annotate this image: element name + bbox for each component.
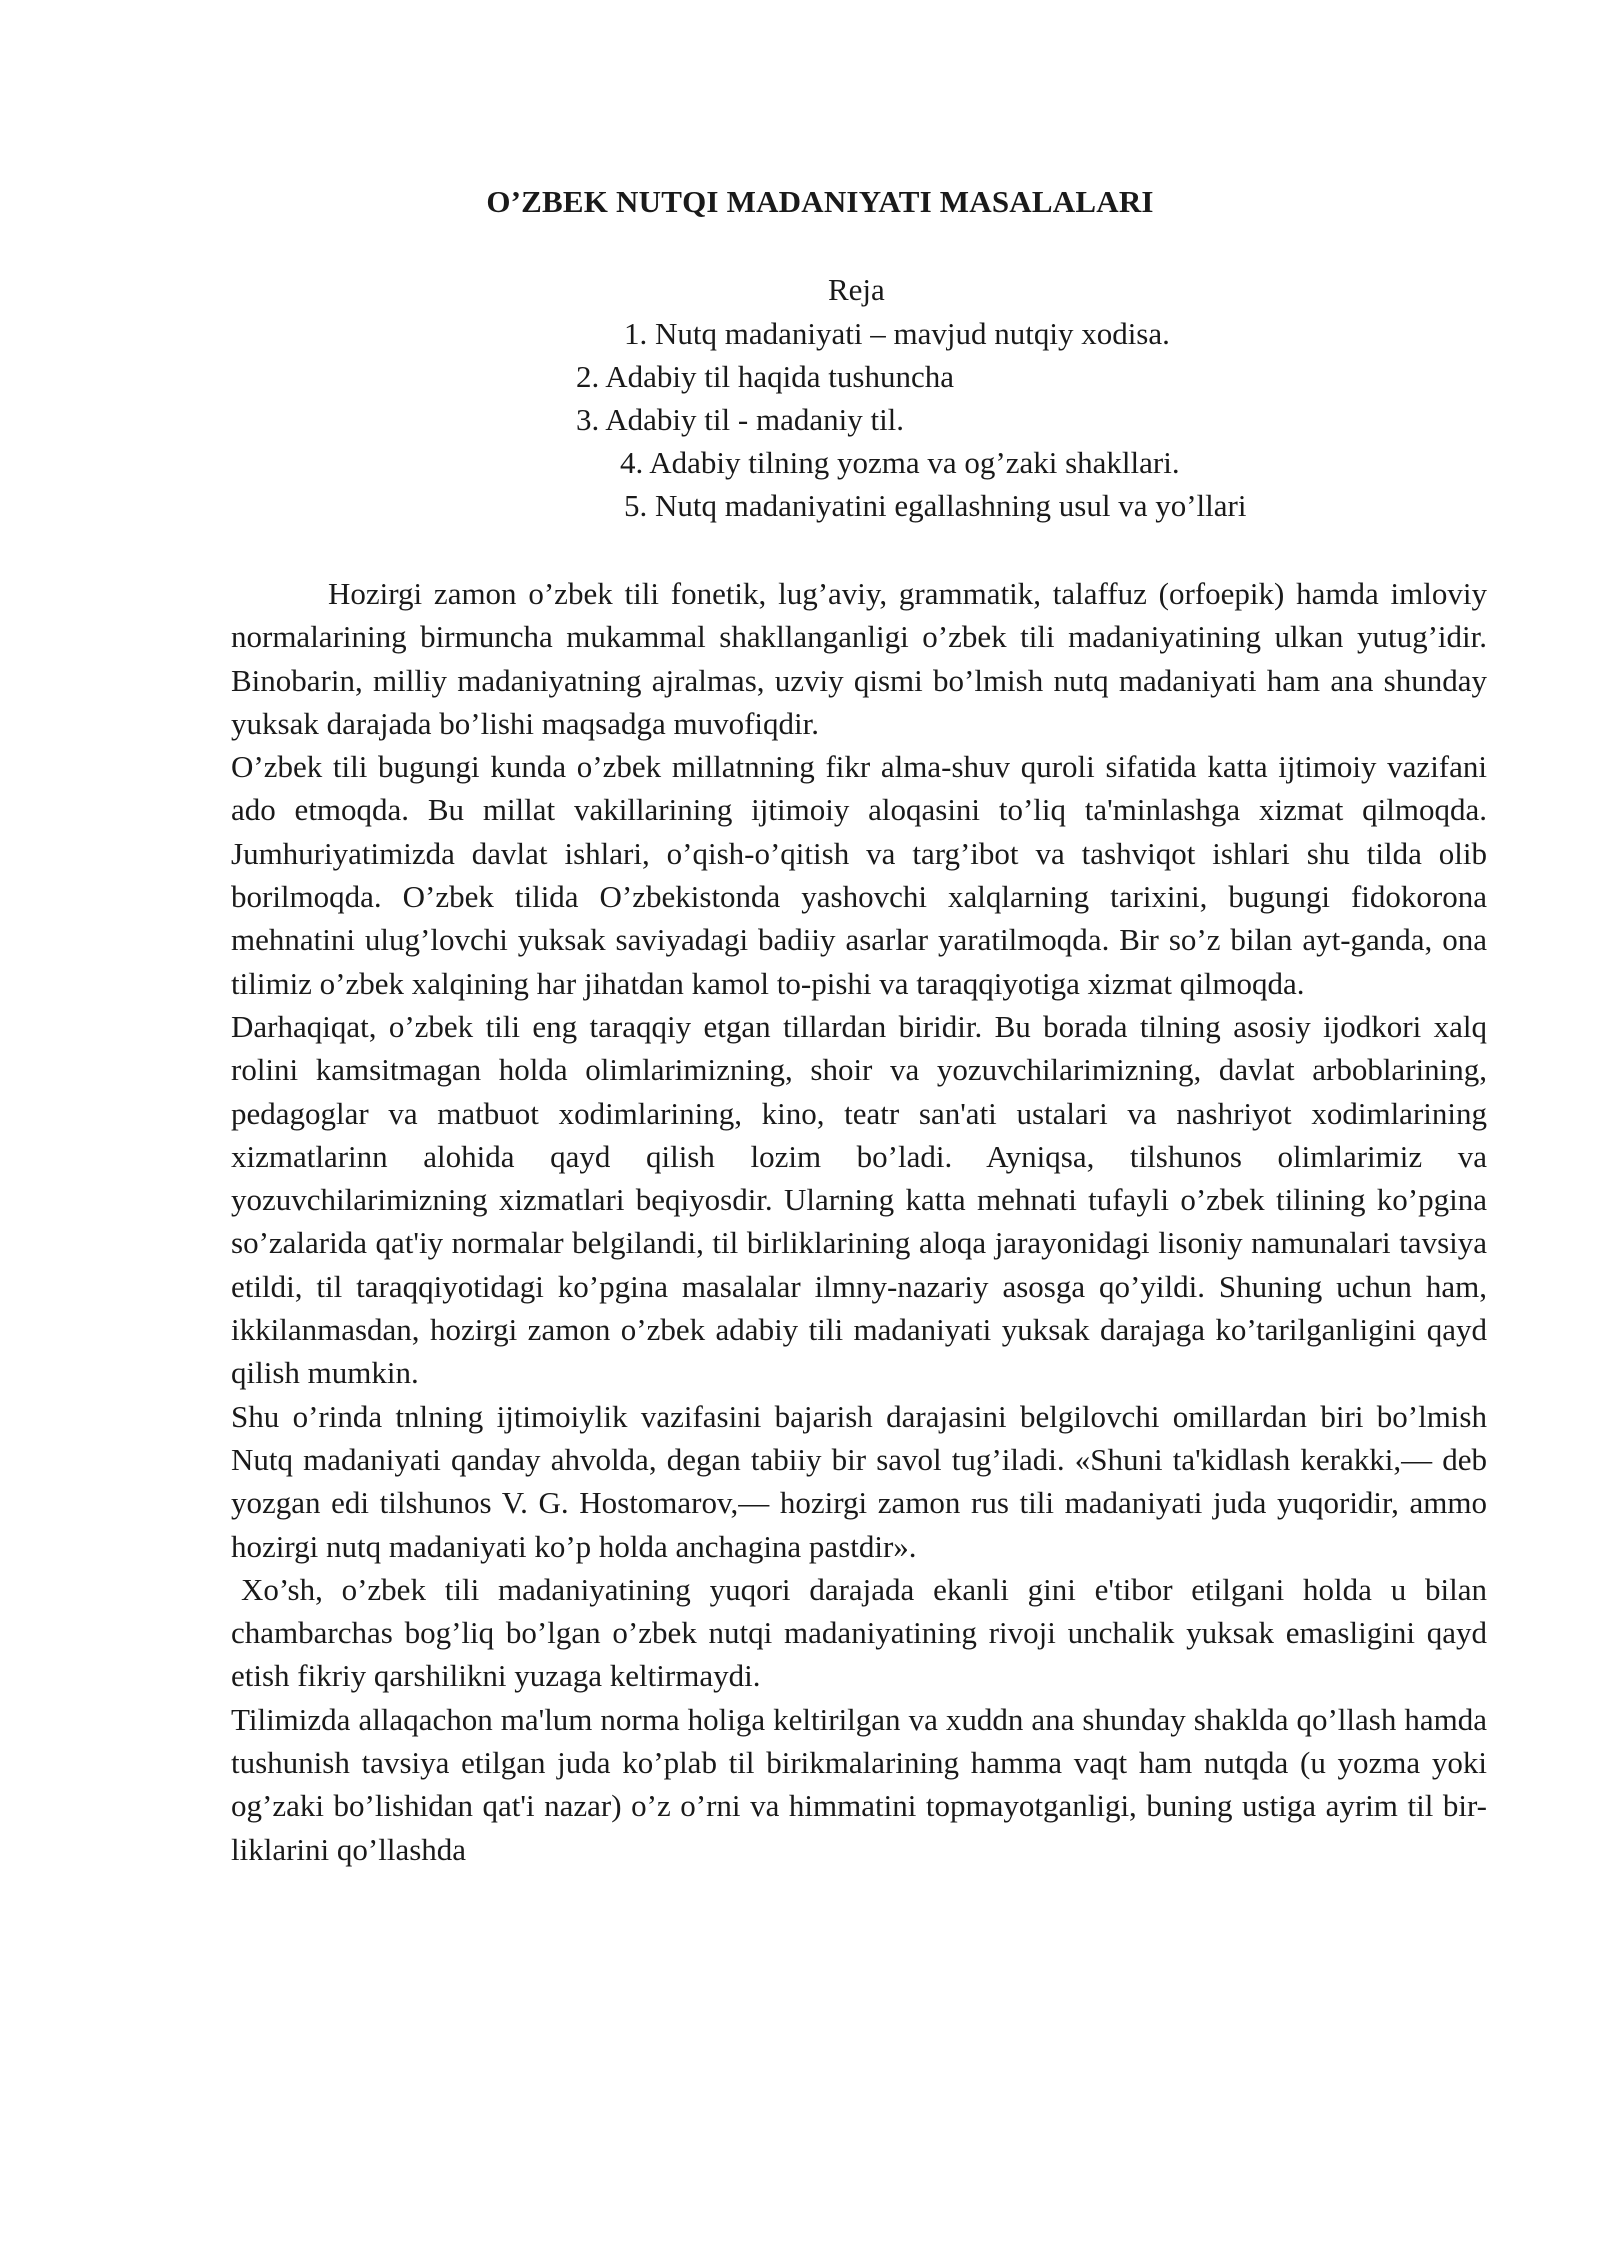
document-body [231,572,1487,1871]
plan-item-2: 2. Adabiy til haqida tushuncha [576,359,954,394]
paragraph-3: Darhaqiqat, o’zbek tili eng taraqqiy etgan tillardan biridir. Bu borada tilning asosiy ijodkori xalq rolini kamsitmagan holda olimlarimizning, shoir va yozuvchilarimizning, davlat arboblarining, pedagoglar va matbuot xodimlarining, kino, teatr san'ati ustalari va nashriyot xodimlarining xizmatlarinn alohida qayd qilish lozim bo’ladi. Ayniqsa, tilshunos olimlarimiz va yozuvchilarimizning xizmatlari beqiyosdir. Ularning katta mehnati tufayli o’zbek tilining ko’pgina so’zalarida qat'iy normalar belgilandi, til birliklarining aloqa jarayonidagi lisoniy namunalari tavsiya etildi, til taraqqiyotidagi ko’pgina masalalar ilmny-nazariy asosga qo’yildi. Shuning uchun ham, ikkilanmasdan, hozirgi zamon o’zbek adabiy tili madaniyati yuksak darajaga ko’tarilganligini qayd qilish mumkin. [231,1008,1487,1391]
plan-item-1: 1. Nutq madaniyati – mavjud nutqiy xodisa. [624,316,1170,351]
paragraph-1: Hozirgi zamon o’zbek tili fonetik, lug’aviy, grammatik, talaffuz (orfoepik) hamda imloviy normalarining birmuncha mukammal shakllanganligi o’zbek tili madaniyatining ulkan yutug’idir. Binobarin, milliy madaniyatning ajralmas, uzviy qismi bo’lmish nutq madaniyati ham ana shunday yuksak darajada bo’lishi maqsadga muvofiqdir. [231,576,1487,741]
plan-item-3: 3. Adabiy til - madaniy til. [576,402,905,437]
plan-item-4: 4. Adabiy tilning yozma va og’zaki shakllari. [620,445,1180,480]
plan-heading: Reja [828,272,885,307]
paragraph-5: Xo’sh, o’zbek tili madaniyatining yuqori darajada ekanli gini e'tibor etilgani holda u bilan chambarchas bog’liq bo’lgan o’zbek nutqi madaniyatining rivoji unchalik yuksak emasligini qayd etish fikriy qarshilikni yuzaga keltirmaydi. [231,1571,1487,1694]
document-title: O’ZBEK NUTQI MADANIYATI MASALALARI [486,184,1154,219]
paragraph-6: Tilimizda allaqachon ma'lum norma holiga keltirilgan va xuddn ana shunday shaklda qo’llash hamda tushunish tavsiya etilgan juda ko’plab til birikmalarining hamma vaqt ham nutqda (u yozma yoki og’zaki bo’lishidan qat'i nazar) o’z o’rni va himmatini topmayotganligi, buning ustiga ayrim til bir-liklarini qo’llashda [231,1701,1487,1867]
paragraph-4: Shu o’rinda tnlning ijtimoiylik vazifasini bajarish darajasini belgilovchi omillardan biri bo’lmish Nutq madaniyati qanday ahvolda, degan tabiiy bir savol tug’iladi. «Shuni ta'kidlash kerakki,— deb yozgan edi tilshunos V. G. Hostomarov,— hozirgi zamon rus tili madaniyati juda yuqoridir, ammo hozirgi nutq madaniyati ko’p holda anchagina pastdir». [231,1398,1487,1564]
paragraph-2: O’zbek tili bugungi kunda o’zbek millatnning fikr alma-shuv quroli sifatida katta ijtimoiy vazifani ado etmoqda. Bu millat vakillarining ijtimoiy aloqasini to’liq ta'minlashga xizmat qilmoqda. Jumhuriyatimizda davlat ishlari, o’qish-o’qitish va targ’ibot va tashviqot ishlari shu tilda olib borilmoqda. O’zbek tilida O’zbekistonda yashovchi xalqlarning tarixini, bugungi fidokorona mehnatini ulug’lovchi yuksak saviyadagi badiiy asarlar yaratilmoqda. Bir so’z bilan ayt-ganda, ona tilimiz o’zbek xalqining har jihatdan kamol to-pishi va taraqqiyotiga xizmat qilmoqda. [231,749,1487,1001]
plan-item-5: 5. Nutq madaniyatini egallashning usul va yo’llari [624,488,1247,523]
